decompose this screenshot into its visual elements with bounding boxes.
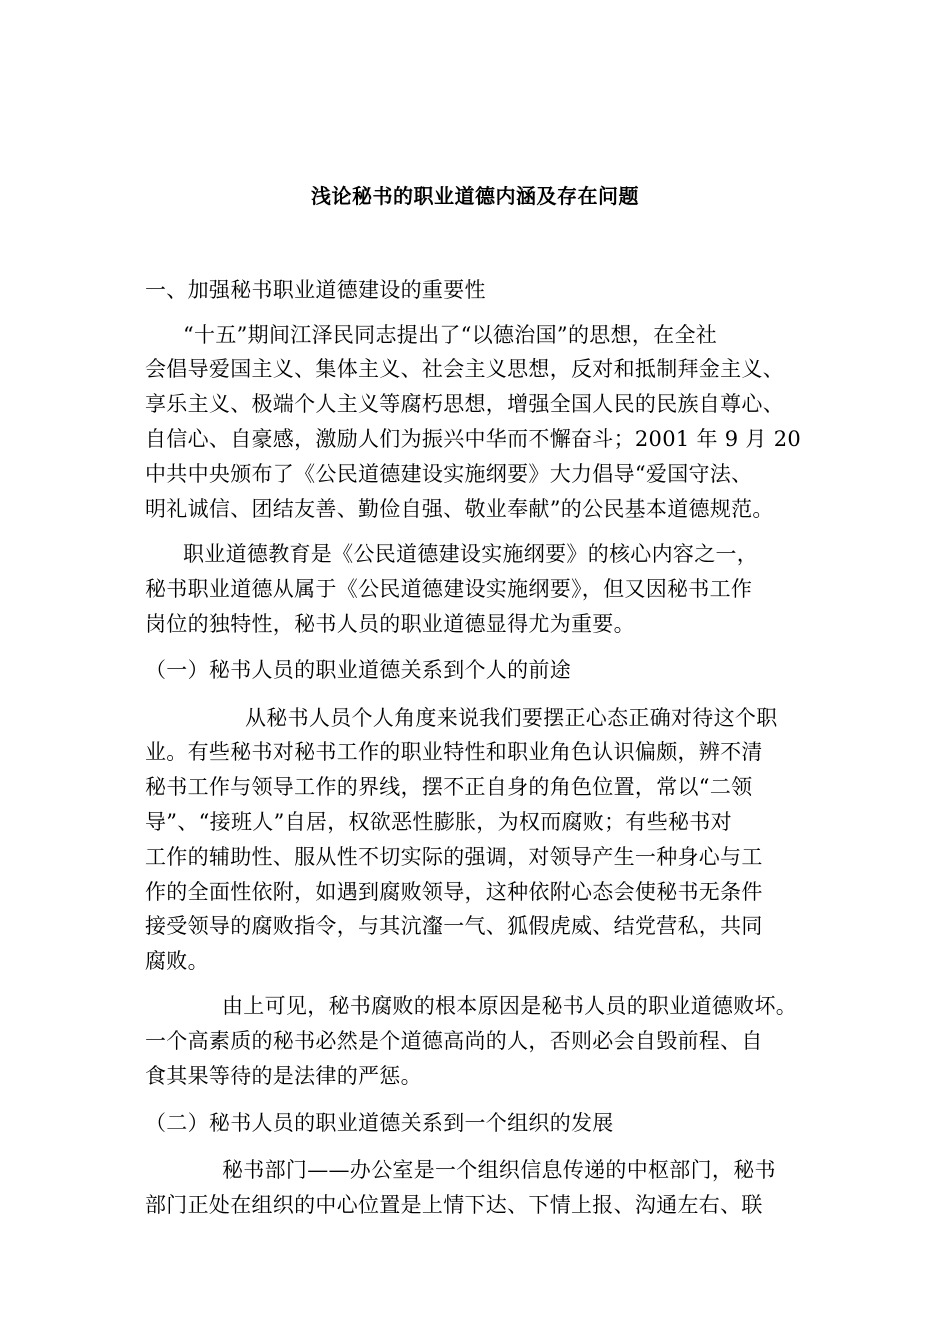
paragraph-line: 工作的辅助性、服从性不切实际的强调，对领导产生一种身心与工 — [145, 845, 763, 869]
section-heading: 一、加强秘书职业道德建设的重要性 — [145, 278, 486, 302]
paragraph-line: 会倡导爱国主义、集体主义、社会主义思想，反对和抵制拜金主义、 — [145, 357, 784, 381]
document-title: 浅论秘书的职业道德内涵及存在问题 — [311, 184, 639, 208]
subsection-heading: （一）秘书人员的职业道德关系到个人的前途 — [145, 658, 571, 682]
paragraph-line: 食其果等待的是法律的严惩。 — [145, 1064, 422, 1088]
paragraph-line: 自信心、自豪感，激励人们为振兴中华而不懈奋斗；2001 年 9 月 20 — [145, 427, 802, 451]
paragraph-line: 岗位的独特性，秘书人员的职业道德显得尤为重要。 — [145, 612, 635, 636]
paragraph-line: 导”、“接班人”自居，权欲恶性膨胀，为权而腐败；有些秘书对 — [145, 810, 732, 834]
paragraph-line: 由上可见，秘书腐败的根本原因是秘书人员的职业道德败坏。 — [222, 994, 798, 1018]
subsection-heading: （二）秘书人员的职业道德关系到一个组织的发展 — [145, 1111, 614, 1135]
paragraph-line: 中共中央颁布了《公民道德建设实施纲要》大力倡导“爱国守法、 — [145, 462, 753, 486]
paragraph-line: 一个高素质的秘书必然是个道德高尚的人，否则必会自毁前程、自 — [145, 1029, 763, 1053]
paragraph-line: 秘书部门——办公室是一个组织信息传递的中枢部门，秘书 — [222, 1158, 776, 1182]
paragraph-line: 作的全面性依附，如遇到腐败领导，这种依附心态会使秘书无条件 — [145, 880, 763, 904]
paragraph-line: 享乐主义、极端个人主义等腐朽思想，增强全国人民的民族自尊心、 — [145, 392, 784, 416]
paragraph-line: 从秘书人员个人角度来说我们要摆正心态正确对待这个职 — [245, 706, 778, 730]
paragraph-line: 秘书职业道德从属于《公民道德建设实施纲要》，但又因秘书工作 — [145, 577, 753, 601]
paragraph-line: 部门正处在组织的中心位置是上情下达、下情上报、沟通左右、联 — [145, 1193, 763, 1217]
paragraph-line: “十五”期间江泽民同志提出了“以德治国”的思想，在全社 — [183, 323, 718, 347]
paragraph-line: 腐败。 — [145, 949, 209, 973]
paragraph-line: 职业道德教育是《公民道德建设实施纲要》的核心内容之一， — [183, 542, 759, 566]
paragraph-line: 接受领导的腐败指令，与其沆瀣一气、狐假虎威、结党营私，共同 — [145, 914, 763, 938]
paragraph-line: 业。有些秘书对秘书工作的职业特性和职业角色认识偏颇，辨不清 — [145, 740, 763, 764]
paragraph-line: 明礼诚信、团结友善、勤俭自强、敬业奉献”的公民基本道德规范。 — [145, 497, 774, 521]
paragraph-line: 秘书工作与领导工作的界线，摆不正自身的角色位置，常以“二领 — [145, 775, 753, 799]
